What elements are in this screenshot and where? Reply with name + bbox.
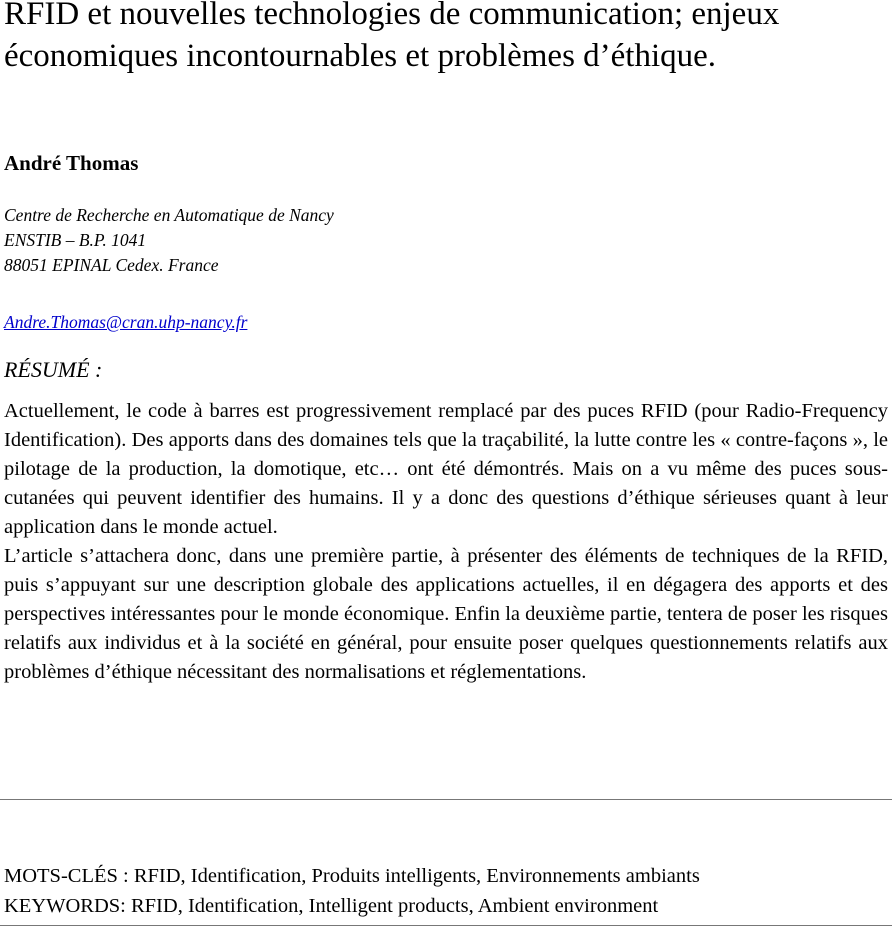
author-email-link[interactable]: Andre.Thomas@cran.uhp-nancy.fr (4, 312, 248, 332)
abstract (4, 397, 888, 687)
mots-cles-line: MOTS-CLÉS : RFID, Identification, Produits intelligents, Environnements ambiants (4, 865, 700, 887)
bottom-divider (0, 925, 892, 926)
title-line: RFID et nouvelles technologies de communication; enjeux (4, 0, 780, 32)
author-name: André Thomas (4, 151, 139, 175)
affiliation-line: 88051 EPINAL Cedex. France (4, 255, 219, 275)
keywords-block (4, 861, 700, 921)
abstract-paragraph: L’article s’attachera donc, dans une première partie, à présenter des éléments de techniques de la RFID, puis s’appuyant sur une description globale des applications actuelles, il en dégagera des apports et des perspectives intéressantes pour le monde économique. Enfin la deuxième partie, tentera de poser les risques relatifs aux individus et à la société en général, pour ensuite poser quelques questionnements relatifs aux problèmes d’éthique nécessitant des normalisations et réglementations. (4, 545, 888, 683)
paper-title (4, 0, 892, 77)
affiliation (4, 203, 334, 278)
keywords-line: KEYWORDS: RFID, Identification, Intelligent products, Ambient environment (4, 895, 659, 917)
abstract-paragraph: Actuellement, le code à barres est progressivement remplacé par des puces RFID (pour Radio-Frequency Identification). Des apports dans des domaines tels que la traçabilité, la lutte contre les « contre-façons », le pilotage de la production, la domotique, etc… ont été démontrés. Mais on a vu même des puces sous-cutanées qui peuvent identifier des humains. Il y a donc des questions d’éthique sérieuses quant à leur application dans le monde actuel. (4, 400, 888, 538)
resume-heading: RÉSUMÉ : (4, 357, 103, 382)
section-divider (0, 799, 892, 800)
affiliation-line: ENSTIB – B.P. 1041 (4, 230, 147, 250)
affiliation-line: Centre de Recherche en Automatique de Nancy (4, 205, 334, 225)
title-line: économiques incontournables et problèmes d’éthique. (4, 38, 717, 74)
